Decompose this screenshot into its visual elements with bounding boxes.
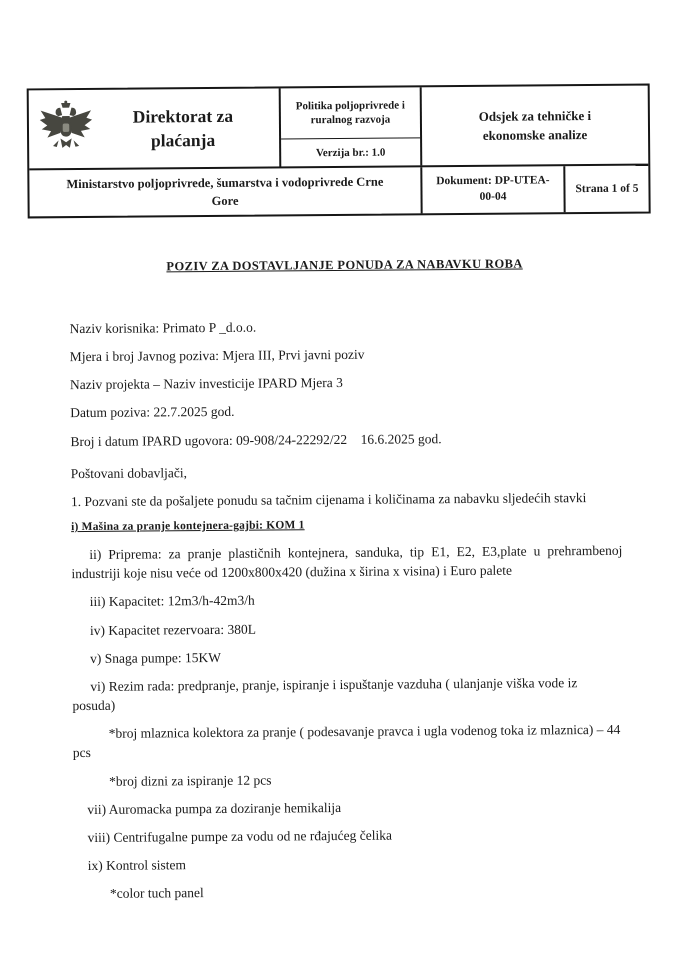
header-row-2 (29, 166, 648, 217)
spec-line: viii) Centrifugalne pumpe za vodu od ne rđajućeg čelika (87, 827, 392, 845)
spec-line: ii) Priprema: za pranje plastičnih kontejnera, sanduka, tip E1, E2, E3,plate u prehrambenoj industriji koje nisu veće od 1200x800x420 (dužina x širina x visina) i Euro palete (71, 542, 626, 582)
directorate-title: Direktorat za plaćanja (132, 105, 234, 151)
directorate-cell (29, 88, 282, 168)
spec-line: *broj dizni za ispiranje 12 pcs (109, 772, 272, 789)
ministry-label: Ministarstvo poljoprivrede, šumarstva i vodoprivrede Crne Gore (29, 167, 422, 216)
intro-line: Broj i datum IPARD ugovora: 09-908/24-22292/22 16.6.2025 god. (70, 430, 442, 449)
document-body (0, 255, 679, 913)
department-label: Odsjek za tehničke i ekonomske analize (478, 107, 592, 143)
policy-cell (281, 87, 423, 166)
policy-label: Politika poljoprivrede i ruralnog razvoja (281, 87, 420, 139)
spec-line: iv) Kapacitet rezervoara: 380L (89, 621, 257, 638)
intro-line: Mjera i broj Javnog poziva: Mjera III, Prvi javni poziv (69, 346, 365, 365)
spec-line: v) Snaga pumpe: 15KW (90, 649, 222, 666)
item-heading: i) Mašina za pranje kontejnera-gajbi: KOM 1 (71, 519, 305, 534)
spec-line: ix) Kontrol sistem (87, 857, 187, 873)
spec-line: vi) Rezim rada: predpranje, pranje, ispiranje i ispuštanje vazduha ( ulanjanje viška vode iz posuda) (72, 674, 581, 714)
spec-line: vii) Auromacka pumpa za doziranje hemikalija (87, 799, 342, 817)
instruction-line: 1. Pozvani ste da pošaljete ponudu sa tačnim cijenama i količinama za nabavku sljedećih stavki (70, 490, 587, 510)
intro-line: Naziv korisnika: Primato P _d.o.o. (69, 319, 257, 337)
intro-line: Datum poziva: 22.7.2025 god. (70, 404, 235, 421)
intro-line: Naziv projekta – Naziv investicije IPARD Mjera 3 (69, 375, 343, 393)
page-number-label: Strana 1 of 5 (575, 182, 639, 196)
montenegro-coat-of-arms-icon (37, 99, 95, 159)
spec-line: iii) Kapacitet: 12m3/h-42m3/h (89, 593, 255, 610)
version-label: Verzija br.: 1.0 (315, 146, 386, 159)
document-code-label: Dokument: DP-UTEA-00-04 (422, 166, 565, 213)
spec-line: *color tuch panel (109, 885, 204, 901)
spec-line: *broj mlaznica kolektora za pranje ( podesavanje pravca i ugla vodenog toka iz mlaznica) – 44 pcs (72, 721, 624, 761)
header-table (27, 84, 651, 219)
salutation: Poštovani dobavljači, (70, 464, 187, 481)
document-title: POZIV ZA DOSTAVLJANJE PONUDA ZA NABAVKU ROBA (166, 256, 523, 274)
header-row-1 (29, 86, 649, 171)
